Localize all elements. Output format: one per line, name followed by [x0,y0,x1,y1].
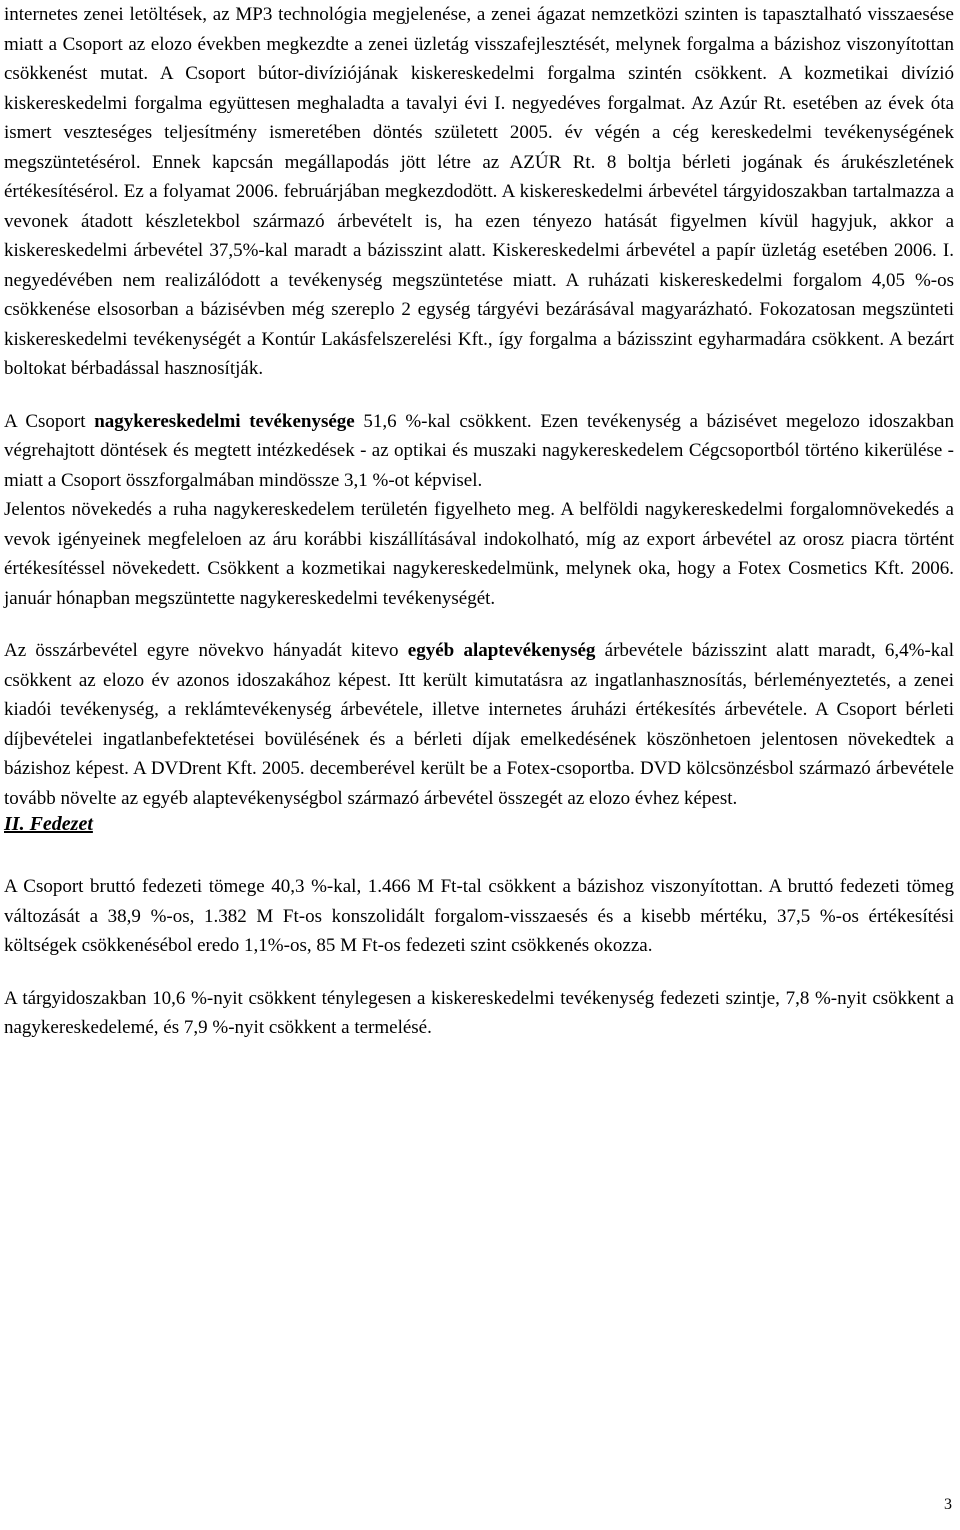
section-heading-fedezet: II. Fedezet [4,813,93,835]
paragraph-wholesale-text-before: A Csoport [4,410,95,432]
paragraph-other-bold: egyéb alaptevékenység [407,640,596,661]
document-page [4,0,954,1043]
paragraph-wholesale-text-after: 51,6 %-kal csökkent. Ezen tevékenység a bázisévet megelozo idoszakban végrehajtott döntések és megtett intézkedések - az optikai és muszaki nagykereskedelem Cégcsoportból történo kikerülése - miatt a Csoport összforgalmában mindössze 3,1 %-ot képvisel. [4,410,954,491]
paragraph-clothing-wholesale: Jelentos növekedés a ruha nagykereskedelem területén figyelheto meg. A belföldi nagykereskedelmi forgalomnövekedés a vevok igényeinek megfeleloen az áru korábbi kiszállításával indokolható, míg az export árbevétel az orosz piacra történt értékesítéssel növekedett. Csökkent a kozmetikai nagykereskedelmünk, melynek oka, hogy a Fotex Cosmetics Kft. 2006. január hónapban megszüntette nagykereskedelmi tevékenységét. [4,499,954,609]
paragraph-wholesale [4,407,954,496]
paragraph-margin-levels: A tárgyidoszakban 10,6 %-nyit csökkent ténylegesen a kiskereskedelmi tevékenység fedezeti szintje, 7,8 %-nyit csökkent a nagykereskedelemé, és 7,9 %-nyit csökkent a termelésé. [4,987,954,1038]
paragraph-other-text-after: árbevétele bázisszint alatt maradt, 6,4%-kal csökkent az elozo év azonos idoszakához képest. Itt került kimutatásra az ingatlanhasznosítás, bérleményeztetés, a zenei kiadói tevékenység, a reklámtevékenység árbevétele, illetve internetes áruházi értékesítés árbevétele. A Csoport bérleti díjbevételei ingatlanbefektetései bovülésének és a bérleti díjak emelkedésének köszönhetoen jelentosen növekedtek a bázishoz képest. A DVDrent Kft. 2005. decemberével került be a Fotex-csoportba. DVD kölcsönzésbol származó árbevétele tovább növelte az egyéb alaptevékenységbol származó árbevétel összegét az elozo évhez képest. [4,640,955,809]
paragraph-other-core-activity [4,636,954,813]
paragraph-other-text-before: Az összárbevétel egyre növekvo hányadát kitevo [4,640,408,661]
paragraph-wholesale-bold: nagykereskedelmi tevékenysége [94,410,355,432]
paragraph-gross-margin: A Csoport bruttó fedezeti tömege 40,3 %-kal, 1.466 M Ft-tal csökkent a bázishoz viszonyítottan. A bruttó fedezeti tömeg változását a 38,9 %-os, 1.382 M Ft-os konszolidált forgalom-visszaesés és a kisebb mértéku, 37,5 %-os értékesítési költségek csökkenésébol eredo 1,1%-os, 85 M Ft-os fedezeti szint csökkenés okozza. [4,876,954,956]
page-number: 3 [944,1496,952,1513]
paragraph-retail-overview: internetes zenei letöltések, az MP3 technológia megjelenése, a zenei ágazat nemzetközi szinten is tapasztalható visszaesése miatt a Csoport az elozo években megkezdte a zenei üzletág visszafejlesztését, melynek forgalma a bázishoz viszonyítottan csökkenést mutat. A Csoport bútor-divíziójának kiskereskedelmi forgalma szintén csökkent. A kozmetikai divízió kiskereskedelmi forgalma együttesen meghaladta a tavalyi évi I. negyedéves forgalmat. Az Azúr Rt. esetében az évek óta ismert veszteséges teljesítmény ismeretében döntés született 2005. év végén a cég kereskedelmi tevékenységének megszüntetésérol. Ennek kapcsán megállapodás jött létre az AZÚR Rt. 8 boltja bérleti jogának és árukészletének értékesítésérol. Ez a folyamat 2006. februárjában megkezdodött. A kiskereskedelmi árbevétel tárgyidoszakban tartalmazza a vevonek átadott készletekbol származó árbevételt is, ha ezen tényezo hatását figyelmen kívül hagyjuk, akkor a kiskereskedelmi árbevétel 37,5%-kal maradt a bázisszint alatt. Kiskereskedelmi árbevétel a papír üzletág esetében 2006. I. negyedévében nem realizálódott a tevékenység megszüntetése miatt. A ruházati kiskereskedelmi forgalom 4,05 %-os csökkenése elsosorban a bázisévben még szereplo 2 egység tárgyévi bezárásával magyarázható. Fokozatosan megszünteti kiskereskedelmi tevékenységét a Kontúr Lakásfelszerelési Kft., így forgalma a bázisszint egyharmadára csökkent. A bezárt boltokat bérbadással hasznosítják. [4,4,954,379]
